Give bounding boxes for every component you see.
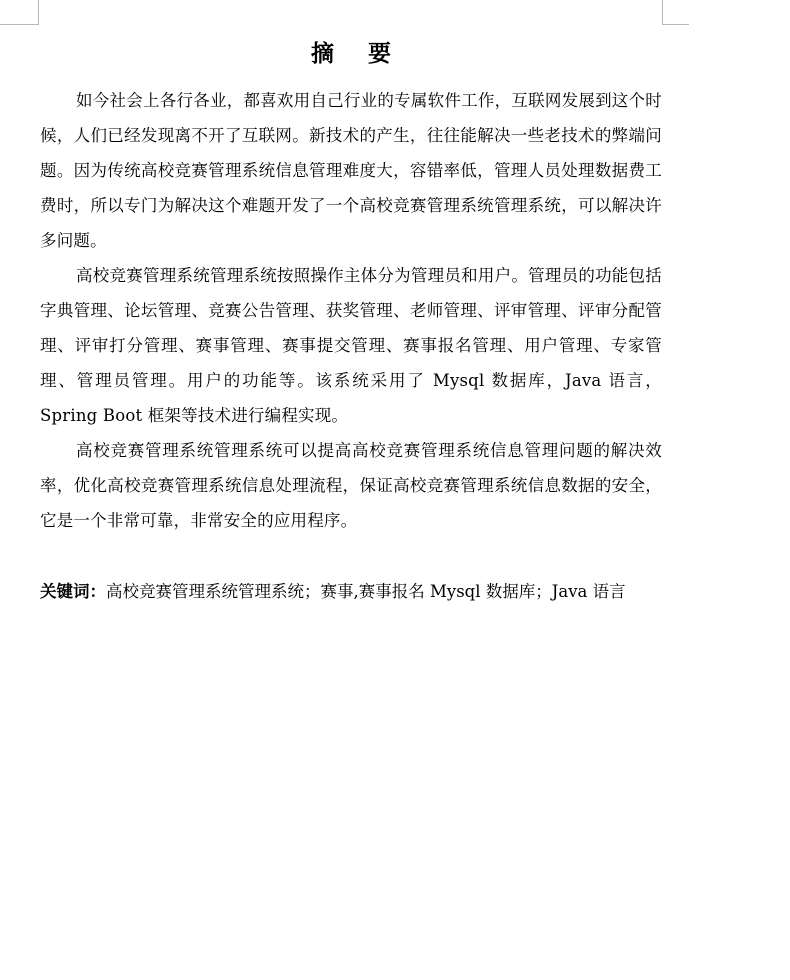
title-char-2: 要 (368, 41, 391, 67)
keywords-text: 高校竞赛管理系统管理系统；赛事,赛事报名 Mysql 数据库；Java 语言 (106, 582, 626, 601)
keywords-line (40, 574, 680, 609)
keywords-label: 关键词： (40, 582, 106, 601)
title-char-1: 摘 (311, 41, 334, 67)
crop-mark-top-left (0, 0, 39, 25)
abstract-paragraph-2: 高校竞赛管理系统管理系统按照操作主体分为管理员和用户。管理员的功能包括字典管理、论坛管理、竞赛公告管理、获奖管理、老师管理、评审管理、评审分配管理、评审打分管理、赛事管理、赛事提交管理、赛事报名管理、用户管理、专家管理、管理员管理。用户的功能等。该系统采用了 Mysql 数据库，Java 语言，Spring Boot 框架等技术进行编程实现。 (40, 266, 662, 425)
page-title (0, 38, 702, 70)
abstract-body (40, 83, 662, 538)
abstract-paragraph-1: 如今社会上各行各业，都喜欢用自己行业的专属软件工作，互联网发展到这个时候，人们已经发现离不开了互联网。新技术的产生，往往能解决一些老技术的弊端问题。因为传统高校竞赛管理系统信息管理难度大，容错率低，管理人员处理数据费工费时，所以专门为解决这个难题开发了一个高校竞赛管理系统管理系统，可以解决许多问题。 (40, 91, 662, 250)
abstract-paragraph-3: 高校竞赛管理系统管理系统可以提高高校竞赛管理系统信息管理问题的解决效率，优化高校竞赛管理系统信息处理流程，保证高校竞赛管理系统信息数据的安全，它是一个非常可靠，非常安全的应用程序。 (40, 441, 662, 530)
crop-mark-top-right (662, 0, 689, 25)
